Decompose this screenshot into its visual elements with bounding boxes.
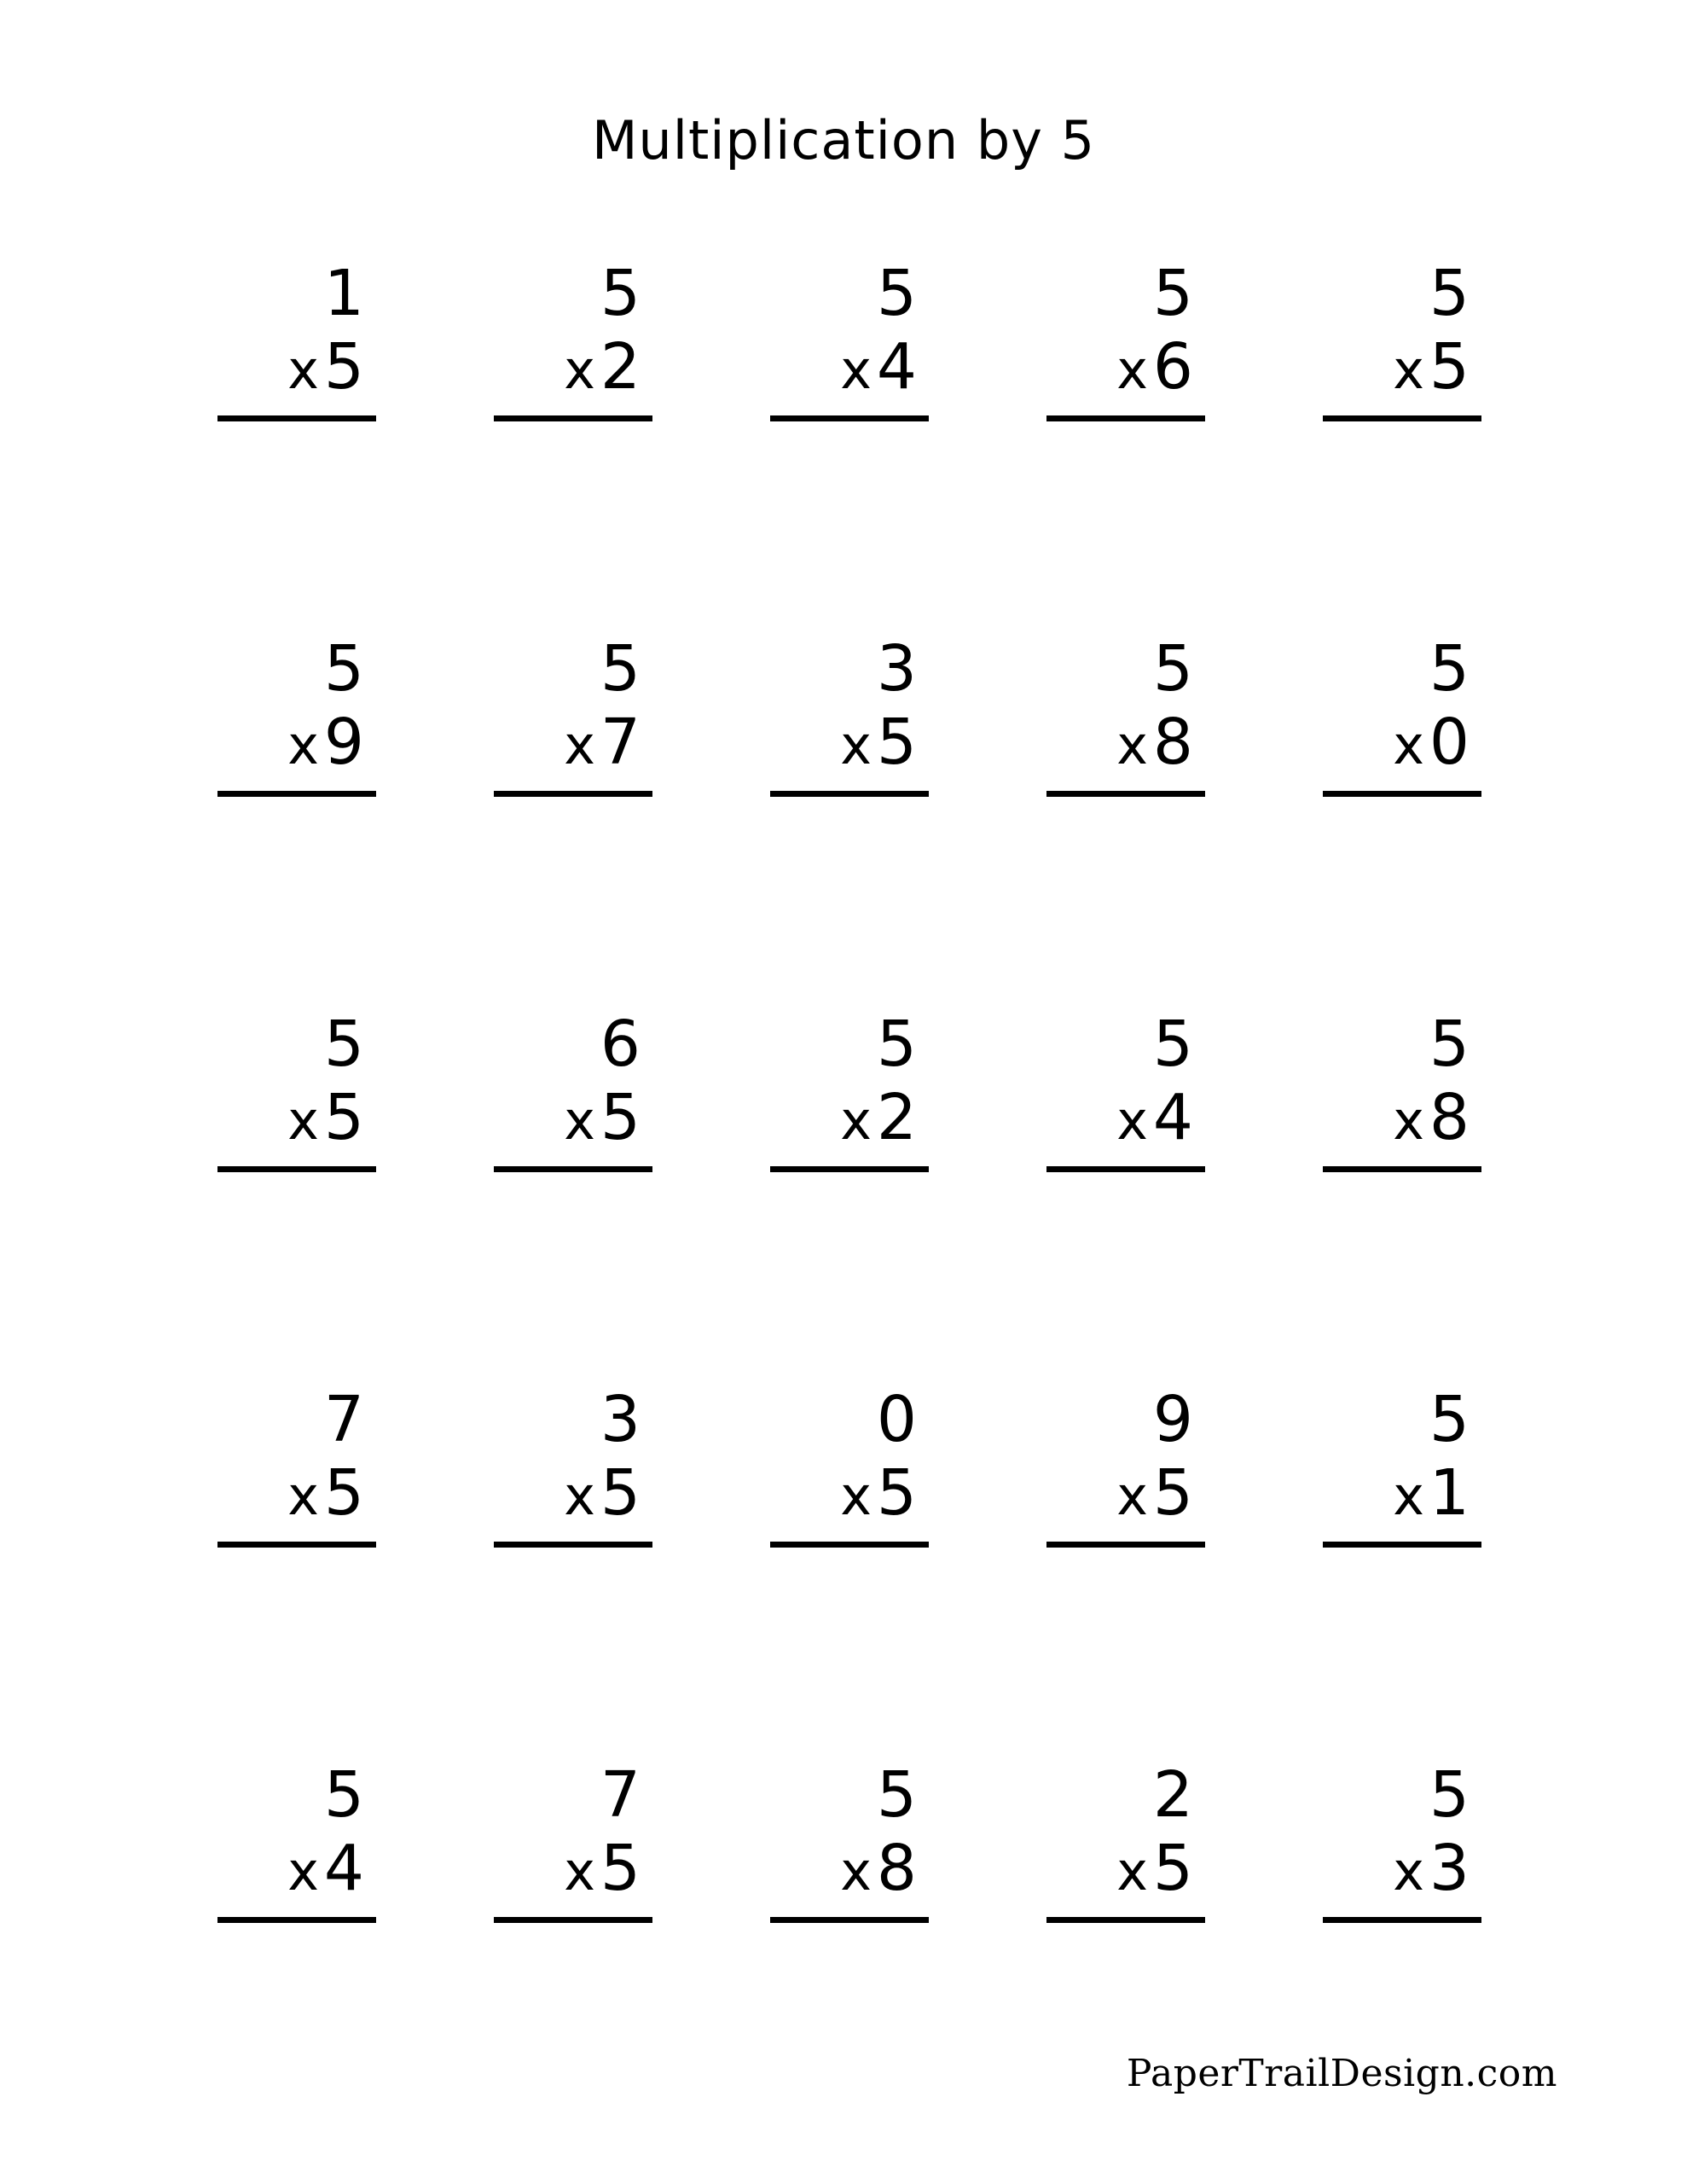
answer-line[interactable] [217,1917,376,1923]
answer-line[interactable] [494,1542,652,1548]
problem-multiplicand: 7 [600,1758,641,1832]
answer-line[interactable] [217,415,376,421]
problem-item [1311,632,1481,1008]
problem-multiplier: 5 [1429,330,1470,404]
problem-operator-row [1393,1081,1481,1158]
problem-operator-row [1116,1081,1205,1158]
multiply-icon: x [564,1089,595,1152]
multiply-icon: x [1116,339,1148,401]
problem-item [1035,1008,1205,1383]
problem-multiplicand: 5 [323,1008,364,1081]
problem-operator-row [564,706,652,782]
problem-item [758,632,929,1008]
multiply-icon: x [840,339,872,401]
answer-line[interactable] [1323,1542,1481,1548]
problem-operator-row [1116,330,1205,407]
problem-multiplier: 5 [1152,1456,1193,1530]
problem-operator-row [287,1081,376,1158]
multiply-icon: x [1116,1465,1148,1527]
multiply-icon: x [1116,1840,1148,1902]
answer-line[interactable] [1046,791,1205,797]
multiply-icon: x [1393,339,1424,401]
problem-multiplier: 2 [876,1081,917,1154]
problem-multiplicand: 5 [600,632,641,706]
answer-line[interactable] [494,415,652,421]
problem-multiplier: 5 [876,1456,917,1530]
answer-line[interactable] [1323,1917,1481,1923]
problem-multiplier: 5 [600,1081,641,1154]
problem-item [758,1383,929,1758]
problem-operator-row [1393,1832,1481,1908]
footer-credit: PaperTrailDesign.com [1126,2052,1557,2095]
multiply-icon: x [287,714,319,776]
problem-multiplier: 5 [323,1456,364,1530]
multiply-icon: x [840,1840,872,1902]
problem-multiplier: 3 [1429,1832,1470,1905]
problem-operator-row [1116,1456,1205,1533]
problem-item [1035,632,1205,1008]
problem-multiplicand: 5 [1152,1008,1193,1081]
answer-line[interactable] [1046,1166,1205,1172]
problem-operator-row [840,706,929,782]
problem-multiplicand: 5 [600,257,641,330]
answer-line[interactable] [217,791,376,797]
problem-multiplier: 0 [1429,706,1470,779]
problem-item [1035,257,1205,632]
problem-multiplicand: 5 [1429,1383,1470,1456]
problem-multiplicand: 9 [1152,1383,1193,1456]
problem-multiplicand: 5 [1429,1758,1470,1832]
problem-multiplier: 4 [876,330,917,404]
multiply-icon: x [564,714,595,776]
problem-item [1035,1383,1205,1758]
problem-multiplier: 4 [323,1832,364,1905]
problem-operator-row [1116,706,1205,782]
problem-operator-row [1393,330,1481,407]
problem-multiplicand: 5 [1152,257,1193,330]
problem-multiplicand: 5 [876,1008,917,1081]
answer-line[interactable] [770,1166,929,1172]
problem-operator-row [287,706,376,782]
problem-multiplier: 5 [600,1456,641,1530]
problem-item [206,1758,376,2134]
answer-line[interactable] [217,1542,376,1548]
problem-operator-row [287,1832,376,1908]
problem-operator-row [564,1081,652,1158]
problem-item [482,1008,652,1383]
answer-line[interactable] [494,1166,652,1172]
problem-item [482,1383,652,1758]
problem-multiplicand: 5 [1152,632,1193,706]
problem-item [206,257,376,632]
problem-multiplicand: 5 [1429,1008,1470,1081]
problem-item [758,257,929,632]
answer-line[interactable] [1046,1542,1205,1548]
multiply-icon: x [1393,1840,1424,1902]
problem-item [1311,257,1481,632]
problem-operator-row [840,1456,929,1533]
answer-line[interactable] [1046,1917,1205,1923]
multiply-icon: x [287,339,319,401]
problem-grid [153,171,1534,2134]
problem-multiplier: 7 [600,706,641,779]
problem-item [1311,1383,1481,1758]
problem-item [482,257,652,632]
problem-operator-row [287,330,376,407]
problem-multiplicand: 3 [600,1383,641,1456]
problem-operator-row [840,330,929,407]
answer-line[interactable] [770,1917,929,1923]
multiply-icon: x [287,1089,319,1152]
answer-line[interactable] [1323,1166,1481,1172]
answer-line[interactable] [1323,415,1481,421]
problem-multiplicand: 6 [600,1008,641,1081]
problem-multiplicand: 5 [1429,257,1470,330]
problem-item [206,632,376,1008]
multiply-icon: x [1116,714,1148,776]
problem-item [206,1008,376,1383]
problem-operator-row [840,1081,929,1158]
answer-line[interactable] [770,415,929,421]
answer-line[interactable] [1323,791,1481,797]
multiply-icon: x [840,1465,872,1527]
problem-item [206,1383,376,1758]
problem-multiplicand: 0 [876,1383,917,1456]
problem-operator-row [564,1832,652,1908]
answer-line[interactable] [217,1166,376,1172]
problem-multiplier: 8 [1429,1081,1470,1154]
multiply-icon: x [1393,1465,1424,1527]
problem-operator-row [840,1832,929,1908]
problem-multiplicand: 5 [876,1758,917,1832]
problem-multiplicand: 5 [1429,632,1470,706]
problem-operator-row [1393,1456,1481,1533]
problem-operator-row [287,1456,376,1533]
problem-operator-row [564,1456,652,1533]
multiply-icon: x [1393,714,1424,776]
multiply-icon: x [564,1465,595,1527]
problem-multiplicand: 5 [323,1758,364,1832]
problem-multiplier: 5 [876,706,917,779]
problem-multiplier: 5 [1152,1832,1193,1905]
answer-line[interactable] [770,1542,929,1548]
problem-item [482,1758,652,2134]
problem-multiplier: 4 [1152,1081,1193,1154]
problem-operator-row [1116,1832,1205,1908]
problem-multiplier: 9 [323,706,364,779]
problem-multiplier: 8 [1152,706,1193,779]
problem-multiplicand: 3 [876,632,917,706]
problem-operator-row [1393,706,1481,782]
answer-line[interactable] [494,1917,652,1923]
multiply-icon: x [840,1089,872,1152]
problem-multiplier: 2 [600,330,641,404]
answer-line[interactable] [770,791,929,797]
problem-multiplier: 8 [876,1832,917,1905]
problem-multiplicand: 1 [323,257,364,330]
problem-item [1311,1008,1481,1383]
multiply-icon: x [564,1840,595,1902]
problem-multiplier: 5 [323,330,364,404]
multiply-icon: x [287,1840,319,1902]
problem-multiplier: 1 [1429,1456,1470,1530]
problem-multiplicand: 2 [1152,1758,1193,1832]
multiply-icon: x [1393,1089,1424,1152]
problem-multiplicand: 7 [323,1383,364,1456]
problem-operator-row [564,330,652,407]
problem-item [482,632,652,1008]
problem-multiplicand: 5 [876,257,917,330]
problem-item [758,1008,929,1383]
multiply-icon: x [564,339,595,401]
problem-multiplicand: 5 [323,632,364,706]
problem-multiplier: 5 [323,1081,364,1154]
page-title: Multiplication by 5 [591,109,1096,171]
multiply-icon: x [1116,1089,1148,1152]
problem-multiplier: 6 [1152,330,1193,404]
multiply-icon: x [287,1465,319,1527]
problem-item [758,1758,929,2134]
answer-line[interactable] [1046,415,1205,421]
multiply-icon: x [840,714,872,776]
problem-multiplier: 5 [600,1832,641,1905]
answer-line[interactable] [494,791,652,797]
